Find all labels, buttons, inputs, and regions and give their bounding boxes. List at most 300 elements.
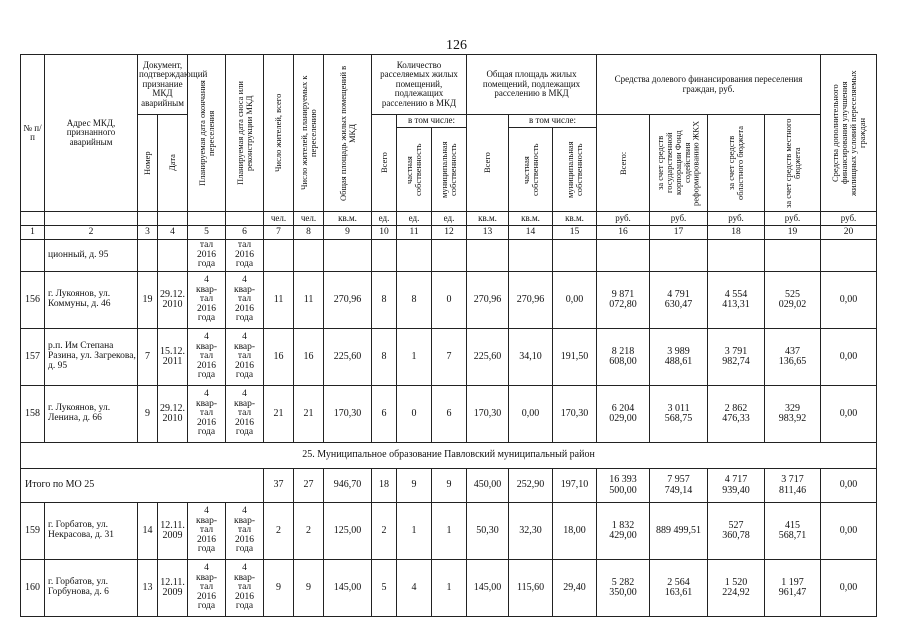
text-line: года bbox=[235, 427, 254, 438]
total-c11: 9 bbox=[397, 469, 432, 503]
header-col20 bbox=[821, 55, 877, 212]
unit-cell: кв.м. bbox=[324, 212, 372, 226]
row-c9: 145,00 bbox=[324, 560, 372, 617]
text-line: тал bbox=[199, 582, 214, 593]
total-c14: 252,90 bbox=[509, 469, 553, 503]
continuation-address: ционный, д. 95 bbox=[45, 240, 138, 272]
header-rooms-private bbox=[397, 128, 432, 212]
row-c16 bbox=[597, 329, 650, 386]
units-empty bbox=[158, 212, 188, 226]
row-c8: 21 bbox=[294, 386, 324, 443]
column-index-row bbox=[21, 226, 877, 240]
header-area-private bbox=[509, 128, 553, 212]
total-c16 bbox=[597, 469, 650, 503]
cell-empty bbox=[372, 240, 397, 272]
text-line: 939,40 bbox=[722, 484, 750, 496]
text-line: тал bbox=[199, 351, 214, 362]
header-rooms-total-text: Всего bbox=[378, 152, 389, 174]
text-line: 2010 bbox=[162, 299, 183, 310]
row-address: г. Горбатов, ул. Некрасова, д. 31 bbox=[45, 503, 138, 560]
row-c10: 6 bbox=[372, 386, 397, 443]
units-empty bbox=[188, 212, 226, 226]
section-title: 25. Муниципальное образование Павловский муниципальный район bbox=[21, 443, 877, 469]
row-c17 bbox=[650, 503, 708, 560]
text-line: 2 862 bbox=[724, 402, 748, 414]
header-row-3 bbox=[21, 115, 877, 128]
header-rooms-private-text: частная собственность bbox=[404, 143, 424, 196]
total-label: Итого по МО 25 bbox=[21, 469, 264, 503]
cell-empty bbox=[650, 240, 708, 272]
section-row bbox=[21, 443, 877, 469]
unit-cell: чел. bbox=[264, 212, 294, 226]
header-doc-date-text: Дата bbox=[167, 154, 178, 172]
row-c19 bbox=[765, 503, 821, 560]
header-doc-number bbox=[138, 115, 158, 212]
text-line: 2010 bbox=[162, 413, 183, 424]
text-line: 525 bbox=[785, 288, 801, 300]
row-c9: 170,30 bbox=[324, 386, 372, 443]
text-line: тал bbox=[237, 294, 252, 305]
row-c12: 7 bbox=[432, 329, 467, 386]
text-line: 4 bbox=[242, 506, 247, 517]
text-line: 488,61 bbox=[664, 356, 693, 367]
text-line: квар- bbox=[233, 572, 256, 583]
row-c20: 0,00 bbox=[821, 329, 877, 386]
text-line: тал bbox=[237, 582, 252, 593]
text-line: 2011 bbox=[162, 356, 183, 367]
cell-empty bbox=[397, 240, 432, 272]
row-doc-number: 19 bbox=[138, 272, 158, 329]
row-c15: 29,40 bbox=[553, 560, 597, 617]
text-line: 568,71 bbox=[778, 530, 807, 541]
column-index: 14 bbox=[509, 226, 553, 240]
unit-cell: кв.м. bbox=[509, 212, 553, 226]
header-residents-planned: Число жителей, планируемых к переселению bbox=[298, 75, 318, 191]
row-planned-end bbox=[188, 560, 226, 617]
text-line: 961,47 bbox=[778, 587, 807, 598]
row-doc-date bbox=[158, 503, 188, 560]
row-c19 bbox=[765, 329, 821, 386]
text-line: тал bbox=[199, 240, 214, 251]
text-line: 4 bbox=[204, 506, 209, 517]
row-c8: 11 bbox=[294, 272, 324, 329]
row-planned-end bbox=[188, 386, 226, 443]
cell-empty bbox=[708, 240, 765, 272]
units-row bbox=[21, 212, 877, 226]
row-c14: 34,10 bbox=[509, 329, 553, 386]
row-c9: 125,00 bbox=[324, 503, 372, 560]
row-c12: 1 bbox=[432, 503, 467, 560]
header-additional: Средства дополнительного финансирования улучшения жилищных условий переселяемых граждан bbox=[829, 70, 867, 196]
row-c19 bbox=[765, 272, 821, 329]
header-area-group: Общая площадь жилых помещений, подлежащих расселению в МКД bbox=[467, 55, 597, 115]
row-c17 bbox=[650, 560, 708, 617]
header-col8 bbox=[294, 55, 324, 212]
header-funds-region-text: за счет средств областного бюджета bbox=[726, 126, 746, 201]
row-c20: 0,00 bbox=[821, 272, 877, 329]
unit-cell: кв.м. bbox=[467, 212, 509, 226]
text-line: 4 bbox=[204, 389, 209, 400]
text-line: года bbox=[235, 544, 254, 555]
row-c17 bbox=[650, 329, 708, 386]
row-address: р.п. Им Степана Разина, ул. Загрекова, д. 95 bbox=[45, 329, 138, 386]
row-planned-end bbox=[188, 272, 226, 329]
header-doc-date bbox=[158, 115, 188, 212]
text-line: квар- bbox=[233, 284, 256, 295]
text-line: 15.12. bbox=[160, 345, 185, 357]
row-c13: 270,96 bbox=[467, 272, 509, 329]
text-line: 4 bbox=[204, 275, 209, 286]
row-doc-date bbox=[158, 386, 188, 443]
row-c15: 170,30 bbox=[553, 386, 597, 443]
row-c18 bbox=[708, 560, 765, 617]
column-index: 11 bbox=[397, 226, 432, 240]
text-line: года bbox=[197, 427, 216, 438]
units-empty bbox=[21, 212, 45, 226]
row-planned-demolition bbox=[226, 272, 264, 329]
header-area-total bbox=[467, 115, 509, 212]
cell-empty bbox=[467, 240, 509, 272]
row-c7: 9 bbox=[264, 560, 294, 617]
text-line: тал bbox=[237, 240, 252, 251]
text-line: 4 bbox=[242, 389, 247, 400]
header-area-municipal bbox=[553, 128, 597, 212]
text-line: 1 832 bbox=[611, 519, 635, 531]
column-index: 8 bbox=[294, 226, 324, 240]
column-index: 1 bbox=[21, 226, 45, 240]
row-c7: 2 bbox=[264, 503, 294, 560]
text-line: 476,33 bbox=[722, 413, 750, 424]
row-c10: 8 bbox=[372, 272, 397, 329]
text-line: 350,00 bbox=[609, 587, 637, 598]
text-line: квар- bbox=[195, 398, 218, 409]
column-index: 20 bbox=[821, 226, 877, 240]
text-line: 029,02 bbox=[778, 299, 807, 310]
text-line: 1 197 bbox=[781, 576, 804, 588]
row-planned-demolition bbox=[226, 329, 264, 386]
text-line: года bbox=[235, 370, 254, 381]
table-row bbox=[21, 272, 877, 329]
text-line: 3 717 bbox=[781, 474, 804, 485]
row-doc-number: 7 bbox=[138, 329, 158, 386]
row-c13: 225,60 bbox=[467, 329, 509, 386]
row-doc-date bbox=[158, 272, 188, 329]
text-line: 2016 bbox=[197, 417, 217, 428]
column-index: 6 bbox=[226, 226, 264, 240]
text-line: 136,65 bbox=[778, 356, 807, 367]
row-c10: 5 bbox=[372, 560, 397, 617]
row-c14: 32,30 bbox=[509, 503, 553, 560]
header-planned-demolition: Планируемая дата сноса или реконструкции МКД bbox=[234, 81, 254, 185]
row-c20: 0,00 bbox=[821, 386, 877, 443]
text-line: года bbox=[235, 313, 254, 324]
text-line: 2016 bbox=[197, 303, 217, 314]
row-c13: 145,00 bbox=[467, 560, 509, 617]
row-c16 bbox=[597, 272, 650, 329]
row-c17 bbox=[650, 272, 708, 329]
text-line: 2016 bbox=[235, 303, 255, 314]
cell-empty bbox=[821, 240, 877, 272]
row-c18 bbox=[708, 386, 765, 443]
header-no: № п/п bbox=[21, 55, 45, 212]
row-c18 bbox=[708, 503, 765, 560]
column-index: 15 bbox=[553, 226, 597, 240]
cell-empty bbox=[597, 240, 650, 272]
text-line: квар- bbox=[233, 398, 256, 409]
header-funds-local bbox=[765, 115, 821, 212]
text-line: 2016 bbox=[235, 417, 255, 428]
text-line: 568,75 bbox=[664, 413, 693, 424]
row-doc-number: 13 bbox=[138, 560, 158, 617]
header-rooms-including: в том числе: bbox=[397, 115, 467, 128]
text-line: 029,00 bbox=[609, 413, 637, 424]
text-line: 2016 bbox=[197, 249, 217, 260]
unit-cell: руб. bbox=[597, 212, 650, 226]
header-col7 bbox=[264, 55, 294, 212]
text-line: тал bbox=[237, 351, 252, 362]
text-line: 983,92 bbox=[778, 413, 807, 424]
text-line: 2016 bbox=[235, 249, 255, 260]
row-planned-demolition bbox=[226, 503, 264, 560]
text-line: 2016 bbox=[197, 591, 217, 602]
table-row bbox=[21, 329, 877, 386]
total-c10: 18 bbox=[372, 469, 397, 503]
unit-cell: кв.м. bbox=[553, 212, 597, 226]
text-line: 413,31 bbox=[722, 299, 750, 310]
text-line: 2009 bbox=[162, 530, 183, 541]
text-line: 12.11. bbox=[160, 519, 185, 531]
unit-cell: руб. bbox=[765, 212, 821, 226]
total-c7: 37 bbox=[264, 469, 294, 503]
text-line: 500,00 bbox=[609, 484, 637, 496]
text-line: 3 989 bbox=[667, 345, 690, 357]
header-row bbox=[21, 55, 877, 85]
text-line: тал bbox=[199, 408, 214, 419]
text-line: 329 bbox=[785, 402, 801, 414]
row-number: 157 bbox=[21, 329, 45, 386]
text-line: 163,61 bbox=[664, 587, 693, 598]
text-line: тал bbox=[199, 525, 214, 536]
cell-empty bbox=[432, 240, 467, 272]
unit-cell: чел. bbox=[294, 212, 324, 226]
row-c16 bbox=[597, 503, 650, 560]
cell-empty bbox=[158, 240, 188, 272]
row-c11: 0 bbox=[397, 386, 432, 443]
header-rooms-group: Количество расселяемых жилых помещений, подлежащих расселению в МКД bbox=[372, 55, 467, 115]
row-c8: 9 bbox=[294, 560, 324, 617]
text-line: 2 564 bbox=[667, 576, 690, 588]
row-number: 158 bbox=[21, 386, 45, 443]
row-c10: 2 bbox=[372, 503, 397, 560]
text-line: 224,92 bbox=[722, 587, 750, 598]
row-c8: 16 bbox=[294, 329, 324, 386]
row-planned-end bbox=[188, 329, 226, 386]
text-line: 415 bbox=[785, 519, 801, 531]
column-index: 5 bbox=[188, 226, 226, 240]
cell-empty bbox=[324, 240, 372, 272]
text-line: 889 499,51 bbox=[656, 524, 702, 536]
text-line: 3 791 bbox=[724, 345, 748, 357]
total-c17 bbox=[650, 469, 708, 503]
row-c11: 8 bbox=[397, 272, 432, 329]
cell-empty bbox=[509, 240, 553, 272]
header-funds-total bbox=[597, 115, 650, 212]
header-col9 bbox=[324, 55, 372, 212]
table-row bbox=[21, 503, 877, 560]
text-line: года bbox=[197, 259, 216, 270]
header-area-municipal-text: муниципальная собственность bbox=[564, 141, 584, 198]
text-line: квар- bbox=[195, 341, 218, 352]
row-c13: 50,30 bbox=[467, 503, 509, 560]
text-line: 16 393 bbox=[609, 474, 637, 485]
header-funds-fund bbox=[650, 115, 708, 212]
page-number: 126 bbox=[446, 38, 467, 53]
total-c18 bbox=[708, 469, 765, 503]
text-line: тал bbox=[237, 525, 252, 536]
total-c15: 197,10 bbox=[553, 469, 597, 503]
continuation-col5 bbox=[188, 240, 226, 272]
text-line: квар- bbox=[195, 284, 218, 295]
text-line: 360,78 bbox=[722, 530, 750, 541]
header-document: Документ, подтверждающий признание МКД аварийным bbox=[138, 55, 188, 115]
row-c10: 8 bbox=[372, 329, 397, 386]
header-rooms-total bbox=[372, 115, 397, 212]
row-c15: 18,00 bbox=[553, 503, 597, 560]
text-line: 7 957 bbox=[667, 474, 690, 485]
text-line: 4 bbox=[204, 332, 209, 343]
row-c9: 225,60 bbox=[324, 329, 372, 386]
unit-cell: ед. bbox=[397, 212, 432, 226]
cell-empty bbox=[264, 240, 294, 272]
row-doc-number: 9 bbox=[138, 386, 158, 443]
text-line: 429,00 bbox=[609, 530, 637, 541]
text-line: 12.11. bbox=[160, 576, 185, 588]
row-c13: 170,30 bbox=[467, 386, 509, 443]
units-empty bbox=[45, 212, 138, 226]
column-index: 7 bbox=[264, 226, 294, 240]
text-line: 982,74 bbox=[722, 356, 750, 367]
text-line: 527 bbox=[728, 519, 744, 531]
unit-cell: руб. bbox=[708, 212, 765, 226]
text-line: 4 bbox=[242, 332, 247, 343]
row-c7: 11 bbox=[264, 272, 294, 329]
header-funds-group: Средства долевого финансирования переселения граждан, руб. bbox=[597, 55, 821, 115]
row-address: г. Лукоянов, ул. Коммуны, д. 46 bbox=[45, 272, 138, 329]
cell-empty bbox=[294, 240, 324, 272]
row-address: г. Лукоянов, ул. Ленина, д. 66 bbox=[45, 386, 138, 443]
text-line: 437 bbox=[785, 345, 801, 357]
header-funds-local-text: за счет средств местного бюджета bbox=[782, 118, 802, 208]
text-line: 29.12. bbox=[160, 288, 185, 300]
text-line: 29.12. bbox=[160, 402, 185, 414]
row-number: 156 bbox=[21, 272, 45, 329]
row-doc-number: 14 bbox=[138, 503, 158, 560]
text-line: тал bbox=[237, 408, 252, 419]
text-line: 2016 bbox=[235, 591, 255, 602]
row-c16 bbox=[597, 386, 650, 443]
row-c19 bbox=[765, 560, 821, 617]
units-empty bbox=[226, 212, 264, 226]
text-line: 2009 bbox=[162, 587, 183, 598]
text-line: 9 871 bbox=[611, 288, 635, 300]
header-area-total-text: Всего bbox=[482, 152, 493, 174]
text-line: года bbox=[197, 370, 216, 381]
row-planned-demolition bbox=[226, 386, 264, 443]
row-c18 bbox=[708, 272, 765, 329]
row-c15: 191,50 bbox=[553, 329, 597, 386]
text-line: квар- bbox=[233, 341, 256, 352]
total-c19 bbox=[765, 469, 821, 503]
total-c20: 0,00 bbox=[821, 469, 877, 503]
header-funds-fund-text: за счет средств государственной корпорации Фонд содействия реформированию ЖКХ bbox=[655, 120, 701, 206]
text-line: 072,80 bbox=[609, 299, 637, 310]
row-doc-date bbox=[158, 560, 188, 617]
row-c12: 1 bbox=[432, 560, 467, 617]
header-rooms-municipal bbox=[432, 128, 467, 212]
column-index: 10 bbox=[372, 226, 397, 240]
row-c15: 0,00 bbox=[553, 272, 597, 329]
header-funds-total-text: Всего: bbox=[617, 151, 628, 175]
header-residents-total: Число жителей, всего bbox=[273, 93, 284, 173]
text-line: квар- bbox=[233, 515, 256, 526]
total-c8: 27 bbox=[294, 469, 324, 503]
text-line: 6 204 bbox=[611, 402, 635, 414]
header-col6 bbox=[226, 55, 264, 212]
row-c20: 0,00 bbox=[821, 503, 877, 560]
row-c19 bbox=[765, 386, 821, 443]
text-line: 749,14 bbox=[664, 484, 693, 496]
cell-empty bbox=[138, 240, 158, 272]
header-total-area: Общая площадь жилых помещений в МКД bbox=[337, 65, 357, 201]
column-index: 9 bbox=[324, 226, 372, 240]
column-index: 3 bbox=[138, 226, 158, 240]
row-c17 bbox=[650, 386, 708, 443]
row-planned-demolition bbox=[226, 560, 264, 617]
text-line: 1 520 bbox=[724, 576, 748, 588]
row-c11: 1 bbox=[397, 503, 432, 560]
total-c9: 946,70 bbox=[324, 469, 372, 503]
text-line: 2016 bbox=[197, 534, 217, 545]
row-c14: 270,96 bbox=[509, 272, 553, 329]
text-line: 5 282 bbox=[611, 576, 635, 588]
total-c13: 450,00 bbox=[467, 469, 509, 503]
text-line: года bbox=[235, 259, 254, 270]
text-line: 8 218 bbox=[611, 345, 635, 357]
row-c14: 0,00 bbox=[509, 386, 553, 443]
text-line: 2016 bbox=[197, 360, 217, 371]
unit-cell: руб. bbox=[821, 212, 877, 226]
text-line: 4 717 bbox=[724, 474, 748, 485]
text-line: квар- bbox=[195, 515, 218, 526]
column-index: 16 bbox=[597, 226, 650, 240]
column-index: 17 bbox=[650, 226, 708, 240]
cell-empty bbox=[765, 240, 821, 272]
unit-cell: ед. bbox=[372, 212, 397, 226]
row-c9: 270,96 bbox=[324, 272, 372, 329]
text-line: 4 791 bbox=[667, 288, 690, 300]
text-line: года bbox=[197, 313, 216, 324]
row-doc-date bbox=[158, 329, 188, 386]
text-line: тал bbox=[199, 294, 214, 305]
text-line: 2016 bbox=[235, 534, 255, 545]
continuation-row bbox=[21, 240, 877, 272]
column-index: 12 bbox=[432, 226, 467, 240]
total-row bbox=[21, 469, 877, 503]
column-index: 19 bbox=[765, 226, 821, 240]
text-line: 4 554 bbox=[724, 288, 748, 300]
row-planned-end bbox=[188, 503, 226, 560]
unit-cell: ед. bbox=[432, 212, 467, 226]
